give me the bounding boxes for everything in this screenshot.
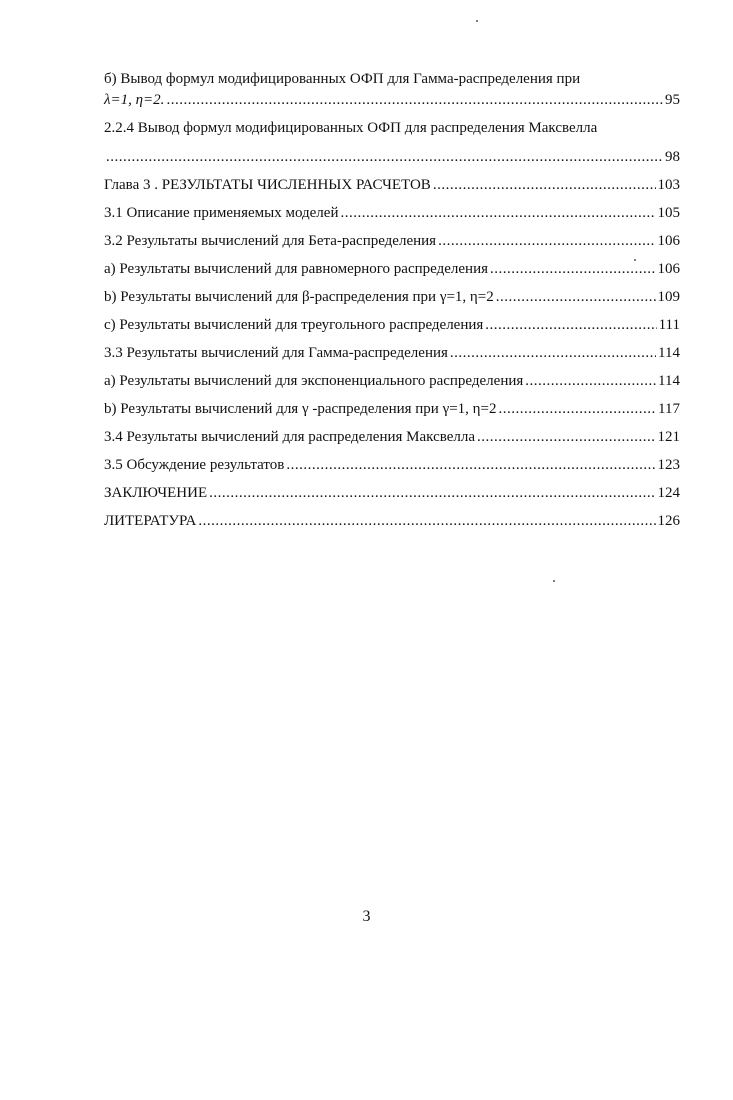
toc-page-number: 106	[657, 233, 680, 249]
toc-entry-title: c) Результаты вычислений для треугольного распределения	[104, 317, 484, 333]
toc-entry-title: a) Результаты вычислений для экспоненциального распределения	[104, 373, 524, 389]
toc-page-number: 121	[657, 429, 680, 445]
toc-entry[interactable]	[104, 70, 680, 110]
dot-leader	[433, 176, 656, 195]
toc-entry-title: 2.2.4 Вывод формул модифицированных ОФП для распределения Максвелла	[104, 120, 598, 136]
dot-leader	[525, 372, 656, 391]
toc-entry-title: 3.1 Описание применяемых моделей	[104, 205, 339, 221]
toc-entry[interactable]	[104, 372, 680, 391]
toc-page-number: 98	[665, 149, 680, 165]
toc-page-number: 126	[657, 513, 680, 529]
page-number: 3	[362, 908, 371, 925]
dot-leader	[340, 204, 655, 223]
toc-page-number: 124	[657, 485, 680, 501]
dot-leader	[485, 316, 656, 335]
toc-entry-title: 3.4 Результаты вычислений для распределения Максвелла	[104, 429, 476, 445]
toc-page-number: 95	[665, 92, 680, 108]
dot-leader	[490, 260, 656, 279]
table-of-contents	[104, 70, 680, 531]
toc-page-number: 106	[657, 261, 680, 277]
toc-page-number: 123	[657, 457, 680, 473]
dot-leader	[198, 512, 655, 531]
scan-speck	[553, 580, 555, 582]
toc-entry-title: 3.3 Результаты вычислений для Гамма-распределения	[104, 345, 448, 361]
toc-page-number: 111	[658, 317, 680, 333]
toc-entry[interactable]	[104, 204, 680, 223]
toc-entry[interactable]	[104, 232, 680, 251]
toc-entry[interactable]	[104, 512, 680, 531]
scan-speck	[476, 20, 478, 22]
toc-entry[interactable]	[104, 344, 680, 363]
dot-leader	[498, 400, 656, 419]
toc-entry-title-cont: λ=1, η=2.	[104, 92, 165, 108]
toc-entry[interactable]	[104, 456, 680, 475]
toc-entry[interactable]	[104, 428, 680, 447]
toc-entry-title: ЗАКЛЮЧЕНИЕ	[104, 485, 208, 501]
toc-entry[interactable]	[104, 400, 680, 419]
toc-entry[interactable]	[104, 316, 680, 335]
toc-entry-title: 3.2 Результаты вычислений для Бета-распределения	[104, 233, 437, 249]
toc-entry[interactable]	[104, 484, 680, 503]
toc-page-number: 105	[657, 205, 680, 221]
toc-entry-title: 3.5 Обсуждение результатов	[104, 457, 285, 473]
toc-entry-title: a) Результаты вычислений для равномерного распределения	[104, 261, 488, 277]
toc-page-number: 117	[658, 401, 680, 417]
dot-leader	[106, 148, 663, 167]
toc-page-number: 114	[658, 345, 680, 361]
toc-page-number: 114	[658, 373, 680, 389]
toc-page-number: 103	[657, 177, 680, 193]
scan-speck	[634, 259, 636, 261]
dot-leader	[286, 456, 655, 475]
dot-leader	[496, 288, 656, 307]
toc-entry-title: б) Вывод формул модифицированных ОФП для Гамма-распределения при	[104, 71, 581, 87]
toc-entry[interactable]	[104, 288, 680, 307]
toc-entry-title: b) Результаты вычислений для β-распределения при γ=1, η=2	[104, 289, 494, 305]
dot-leader	[438, 232, 655, 251]
toc-entry-title: ЛИТЕРАТУРА	[104, 513, 197, 529]
toc-entry-title: Глава 3 . РЕЗУЛЬТАТЫ ЧИСЛЕННЫХ РАСЧЕТОВ	[104, 177, 431, 193]
dot-leader	[450, 344, 656, 363]
toc-entry[interactable]	[104, 176, 680, 195]
dot-leader	[166, 91, 663, 110]
toc-entry-title: b) Результаты вычислений для γ -распределения при γ=1, η=2	[104, 401, 497, 417]
toc-entry[interactable]	[104, 119, 680, 167]
dot-leader	[477, 428, 655, 447]
toc-page-number: 109	[657, 289, 680, 305]
toc-entry[interactable]	[104, 260, 680, 279]
dot-leader	[209, 484, 655, 503]
